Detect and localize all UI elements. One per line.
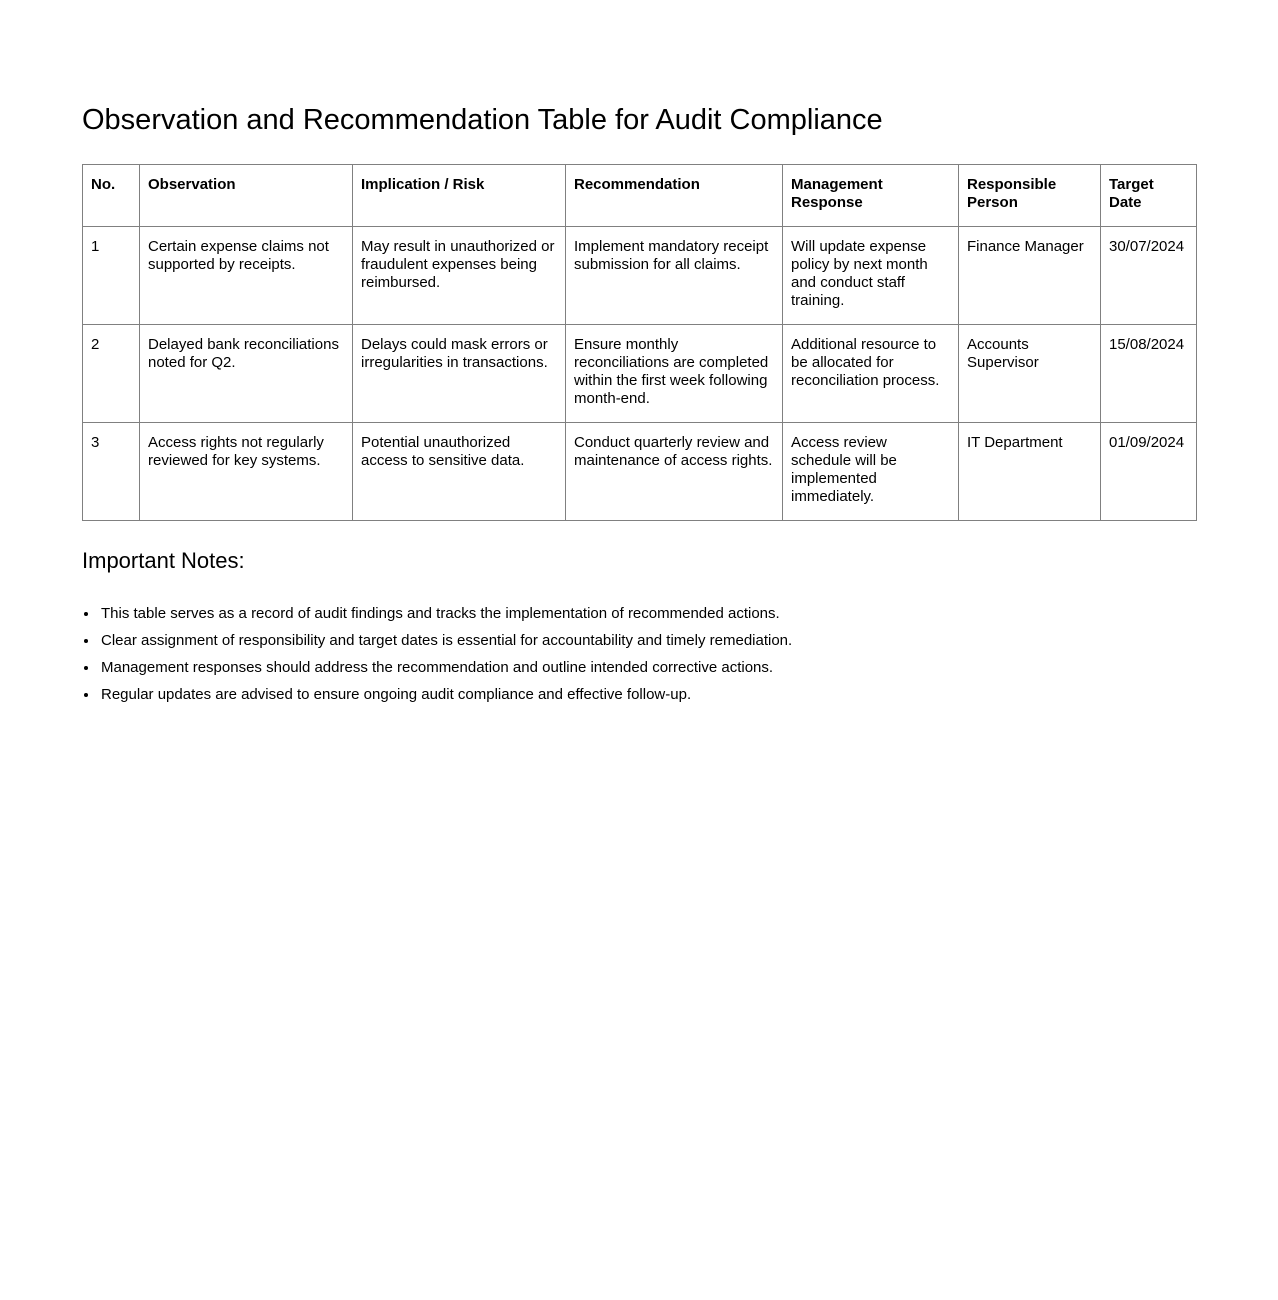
column-header-management-response: Management Response bbox=[783, 165, 959, 227]
column-header-no: No. bbox=[83, 165, 140, 227]
cell-management-response: Access review schedule will be implemented immediately. bbox=[783, 423, 959, 521]
cell-management-response: Will update expense policy by next month and conduct staff training. bbox=[783, 227, 959, 325]
cell-responsible-person: Finance Manager bbox=[959, 227, 1101, 325]
cell-no: 2 bbox=[83, 325, 140, 423]
cell-responsible-person: Accounts Supervisor bbox=[959, 325, 1101, 423]
cell-implication-risk: Potential unauthorized access to sensitive data. bbox=[353, 423, 566, 521]
cell-observation: Certain expense claims not supported by receipts. bbox=[140, 227, 353, 325]
cell-recommendation: Conduct quarterly review and maintenance of access rights. bbox=[566, 423, 783, 521]
cell-implication-risk: May result in unauthorized or fraudulent expenses being reimbursed. bbox=[353, 227, 566, 325]
notes-list bbox=[82, 605, 1196, 704]
cell-recommendation: Implement mandatory receipt submission for all claims. bbox=[566, 227, 783, 325]
audit-compliance-table bbox=[82, 164, 1197, 521]
cell-no: 1 bbox=[83, 227, 140, 325]
cell-implication-risk: Delays could mask errors or irregularities in transactions. bbox=[353, 325, 566, 423]
cell-target-date: 30/07/2024 bbox=[1101, 227, 1197, 325]
cell-management-response: Additional resource to be allocated for reconciliation process. bbox=[783, 325, 959, 423]
column-header-recommendation: Recommendation bbox=[566, 165, 783, 227]
table-header-row bbox=[83, 165, 1197, 227]
table-row bbox=[83, 325, 1197, 423]
note-item: • Clear assignment of responsibility and target dates is essential for accountability and timely remediation. bbox=[99, 632, 1196, 650]
column-header-implication-risk: Implication / Risk bbox=[353, 165, 566, 227]
table-row bbox=[83, 227, 1197, 325]
cell-target-date: 01/09/2024 bbox=[1101, 423, 1197, 521]
column-header-target-date: Target Date bbox=[1101, 165, 1197, 227]
cell-observation: Access rights not regularly reviewed for key systems. bbox=[140, 423, 353, 521]
cell-observation: Delayed bank reconciliations noted for Q2. bbox=[140, 325, 353, 423]
column-header-observation: Observation bbox=[140, 165, 353, 227]
note-item: • Management responses should address the recommendation and outline intended corrective actions. bbox=[99, 659, 1196, 677]
cell-no: 3 bbox=[83, 423, 140, 521]
table-row bbox=[83, 423, 1197, 521]
notes-heading: Important Notes: bbox=[82, 548, 245, 574]
cell-recommendation: Ensure monthly reconciliations are completed within the first week following month-end. bbox=[566, 325, 783, 423]
note-item: • Regular updates are advised to ensure ongoing audit compliance and effective follow-up. bbox=[99, 686, 1196, 704]
note-item: • This table serves as a record of audit findings and tracks the implementation of recommended actions. bbox=[99, 605, 1196, 623]
page-title: Observation and Recommendation Table for Audit Compliance bbox=[82, 104, 883, 136]
cell-responsible-person: IT Department bbox=[959, 423, 1101, 521]
column-header-responsible-person: Responsible Person bbox=[959, 165, 1101, 227]
cell-target-date: 15/08/2024 bbox=[1101, 325, 1197, 423]
